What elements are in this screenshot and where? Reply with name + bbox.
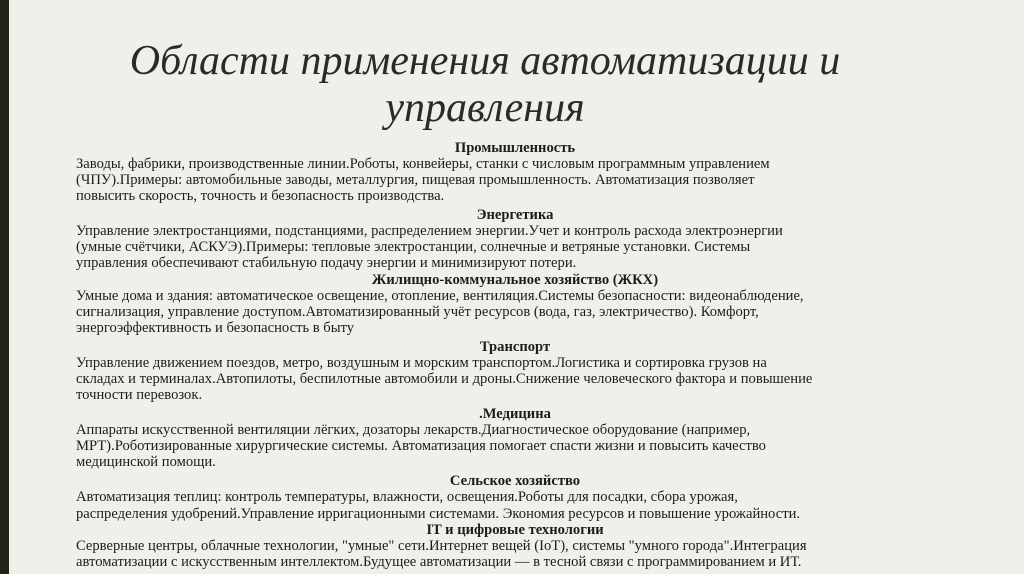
section-text [76, 223, 954, 271]
text-line: повысить скорость, точность и безопасность производства. [76, 188, 445, 205]
text-line: управления обеспечивают стабильную подачу энергии и минимизируют потери. [76, 255, 577, 272]
text-line: МРТ).Роботизированные хирургические системы. Автоматизация помогает спасти жизни и повысить качество [76, 438, 766, 455]
slide-content [76, 140, 954, 570]
text-line: распределения удобрений.Управление ирригационными системами. Экономия ресурсов и повышение урожайности. [76, 505, 801, 522]
section-energy [76, 207, 954, 271]
text-line: точности перевозок. [76, 387, 203, 404]
section-heading: Сельское хозяйство [449, 473, 581, 490]
text-line: энергоэффективность и безопасность в быту [76, 319, 355, 336]
slide-title [60, 38, 910, 132]
section-text [76, 422, 954, 470]
section-housing [76, 272, 954, 336]
section-heading: Жилищно-коммунальное хозяйство (ЖКХ) [371, 271, 659, 288]
text-line: (ЧПУ).Примеры: автомобильные заводы, металлургия, пищевая промышленность. Автоматизация позволяет [76, 172, 755, 189]
text-line: Управление движением поездов, метро, воздушным и морским транспортом.Логистика и сортировка грузов на [76, 354, 767, 371]
section-heading: Промышленность [454, 140, 576, 156]
section-text [76, 288, 954, 336]
section-agriculture [76, 473, 954, 521]
text-line: Аппараты искусственной вентиляции лёгких, дозаторы лекарств.Диагностическое оборудование (например, [76, 422, 751, 439]
text-line: Заводы, фабрики, производственные линии.Роботы, конвейеры, станки с числовым программным управлением [76, 156, 770, 172]
text-line: медицинской помощи. [76, 454, 216, 471]
text-line: (умные счётчики, АСКУЭ).Примеры: тепловые электростанции, солнечные и ветряные установки. Системы [76, 239, 751, 256]
section-text [76, 355, 954, 403]
text-line: Серверные центры, облачные технологии, "умные" сети.Интернет вещей (IoT), системы "умного города".Интеграция [76, 537, 807, 554]
section-heading: Энергетика [476, 207, 554, 224]
section-heading: Транспорт [479, 338, 551, 355]
text-line: Умные дома и здания: автоматическое освещение, отопление, вентиляция.Системы безопасности: видеонаблюдение, [76, 287, 804, 304]
text-line: Управление электростанциями, подстанциями, распределением энергии.Учет и контроль расхода электроэнергии [76, 223, 783, 240]
slide-accent-bar [0, 0, 9, 574]
text-line: складах и терминалах.Автопилоты, беспилотные автомобили и дроны.Снижение человеческого фактора и повышение [76, 370, 813, 387]
section-heading: .Медицина [479, 406, 551, 423]
section-heading: IT и цифровые технологии [426, 521, 604, 538]
section-it [76, 522, 954, 570]
section-medicine [76, 406, 954, 470]
section-transport [76, 339, 954, 403]
section-text [76, 489, 954, 521]
section-text [76, 538, 954, 570]
section-text [76, 156, 954, 204]
text-line: Автоматизация теплиц: контроль температуры, влажности, освещения.Роботы для посадки, сбора урожая, [76, 489, 738, 506]
text-line: автоматизации с искусственным интеллектом.Будущее автоматизации — в тесной связи с программированием и ИТ. [76, 553, 802, 570]
section-industry [76, 140, 954, 204]
text-line: сигнализация, управление доступом.Автоматизированный учёт ресурсов (вода, газ, электричество). Комфорт, [76, 303, 759, 320]
slide-title-line: управления [385, 85, 585, 131]
slide-title-line: Области применения автоматизации и [129, 38, 841, 84]
